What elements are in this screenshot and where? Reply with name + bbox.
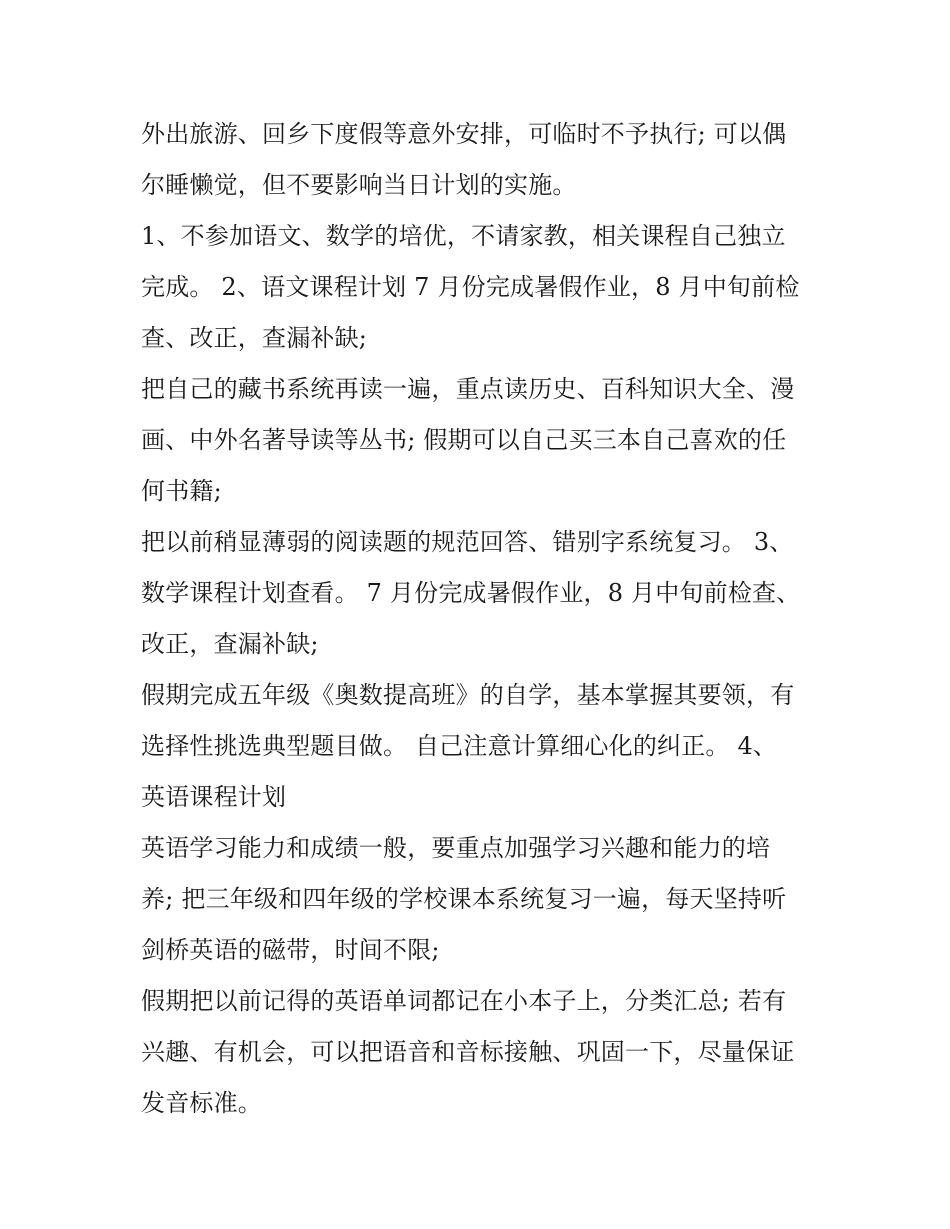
text-line: 英语学习能力和成绩一般，要重点加强学习兴趣和能力的培 bbox=[141, 834, 771, 862]
text-line: 外出旅游、回乡下度假等意外安排，可临时不予执行; 可以偶 bbox=[141, 120, 787, 148]
text-line: 1、不参加语文、数学的培优，不请家教，相关课程自己独立 bbox=[141, 222, 786, 250]
text-line: 尔睡懒觉，但不要影响当日计划的实施。 bbox=[141, 171, 577, 199]
text-line: 查、改正，查漏补缺; bbox=[141, 324, 368, 352]
text-line: 发音标准。 bbox=[141, 1089, 262, 1117]
text-line: 何书籍; bbox=[141, 477, 222, 505]
text-line: 数学课程计划查看。 7 月份完成暑假作业，8 月中旬前检查、 bbox=[141, 579, 801, 607]
text-line: 把自己的藏书系统再读一遍，重点读历史、百科知识大全、漫 bbox=[141, 375, 795, 403]
text-line: 英语课程计划 bbox=[141, 783, 287, 811]
text-line: 完成。 2、语文课程计划 7 月份完成暑假作业，8 月中旬前检 bbox=[141, 273, 800, 301]
text-line: 改正，查漏补缺; bbox=[141, 630, 319, 658]
text-line: 画、中外名著导读等丛书; 假期可以自己买三本自己喜欢的任 bbox=[141, 426, 787, 454]
document-body bbox=[141, 109, 821, 1129]
text-line: 剑桥英语的磁带，时间不限; bbox=[141, 936, 440, 964]
text-line: 假期完成五年级《奥数提高班》的自学，基本掌握其要领，有 bbox=[141, 681, 795, 709]
text-line: 兴趣、有机会，可以把语音和音标接触、巩固一下，尽量保证 bbox=[141, 1038, 795, 1066]
text-line: 养; 把三年级和四年级的学校课本系统复习一遍，每天坚持听 bbox=[141, 885, 787, 913]
text-line: 假期把以前记得的英语单词都记在小本子上，分类汇总; 若有 bbox=[141, 987, 787, 1015]
text-line: 选择性挑选典型题目做。 自己注意计算细心化的纠正。 4、 bbox=[141, 732, 778, 760]
text-line: 把以前稍显薄弱的阅读题的规范回答、错别字系统复习。 3、 bbox=[141, 528, 794, 556]
